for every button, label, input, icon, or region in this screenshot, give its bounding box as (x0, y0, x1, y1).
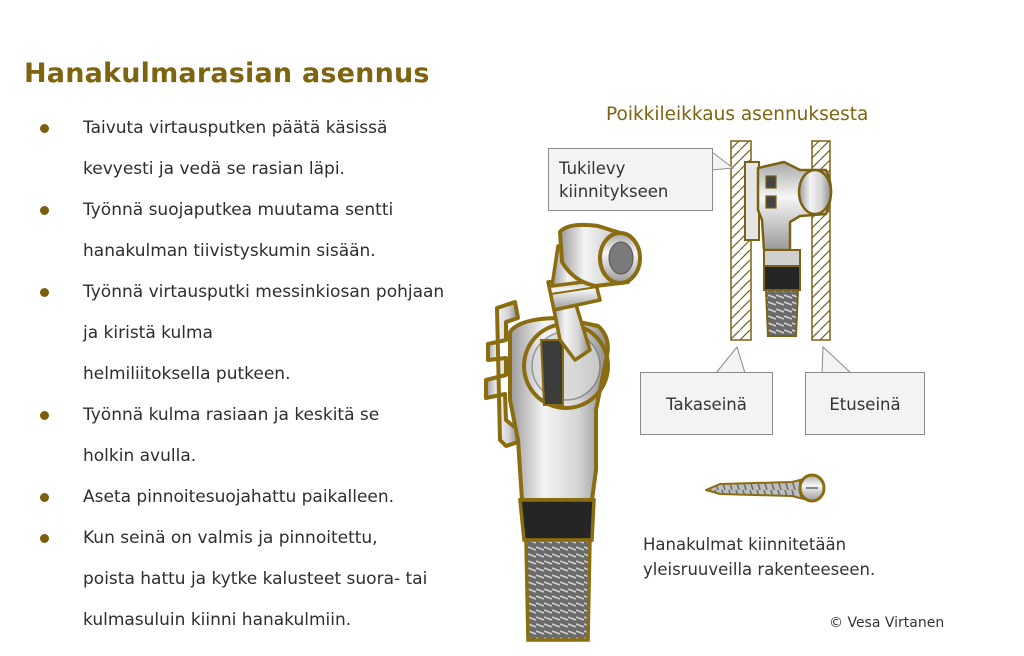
support-plate-label-line: kiinnitykseen (559, 182, 669, 201)
step-line: kevyesti ja vedä se rasian läpi. (83, 159, 345, 179)
step-line: holkin avulla. (83, 446, 197, 466)
copyright-notice: © Vesa Virtanen (829, 615, 945, 631)
elbow-fitting-illustration (486, 225, 640, 640)
screw-illustration (706, 475, 824, 501)
screw-caption-line: yleisruuveilla rakenteeseen. (643, 560, 876, 579)
step-line: Aseta pinnoitesuojahattu paikalleen. (83, 487, 395, 507)
step-line: Työnnä virtausputki messinkiosan pohjaan (83, 282, 445, 302)
step-line: ja kiristä kulma (83, 323, 213, 343)
front-wall-pointer-shape (822, 347, 851, 373)
section-gasket-shape (764, 266, 800, 290)
inner-channel-shape (541, 340, 563, 405)
step-line: hanakulman tiivistyskumin sisään. (83, 241, 376, 261)
screw-caption (643, 532, 875, 582)
back-wall-pointer-shape (716, 347, 745, 373)
cross-section-diagram (731, 141, 831, 340)
support-plate-callout (548, 148, 713, 211)
step-line: Taivuta virtausputken päätä käsissä (83, 118, 388, 138)
step-line: Työnnä suojaputkea muutama sentti (83, 200, 394, 220)
sealing-rubber-shape (520, 500, 594, 540)
back-wall-callout: Takaseinä (640, 372, 773, 435)
step-line: poista hattu ja kytke kalusteet suora- tai (83, 569, 428, 589)
support-plate-label-line: Tukilevy (559, 159, 626, 178)
page-title: Hanakulmarasian asennus (24, 58, 430, 89)
support-pointer-shape (712, 152, 733, 170)
step-line: kulmasuluin kiinni hanakulmiin. (83, 610, 352, 630)
protective-tube-shape (526, 540, 590, 640)
front-wall-callout: Etuseinä (805, 372, 925, 435)
step-line: Kun seinä on valmis ja pinnoitettu, (83, 528, 378, 548)
section-tube-shape (766, 290, 798, 336)
screw-caption-line: Hanakulmat kiinnitetään (643, 535, 847, 554)
step-line: Työnnä kulma rasiaan ja keskitä se (83, 405, 380, 425)
cross-section-title: Poikkileikkaus asennuksesta (606, 104, 869, 125)
step-line: helmiliitoksella putkeen. (83, 364, 291, 384)
